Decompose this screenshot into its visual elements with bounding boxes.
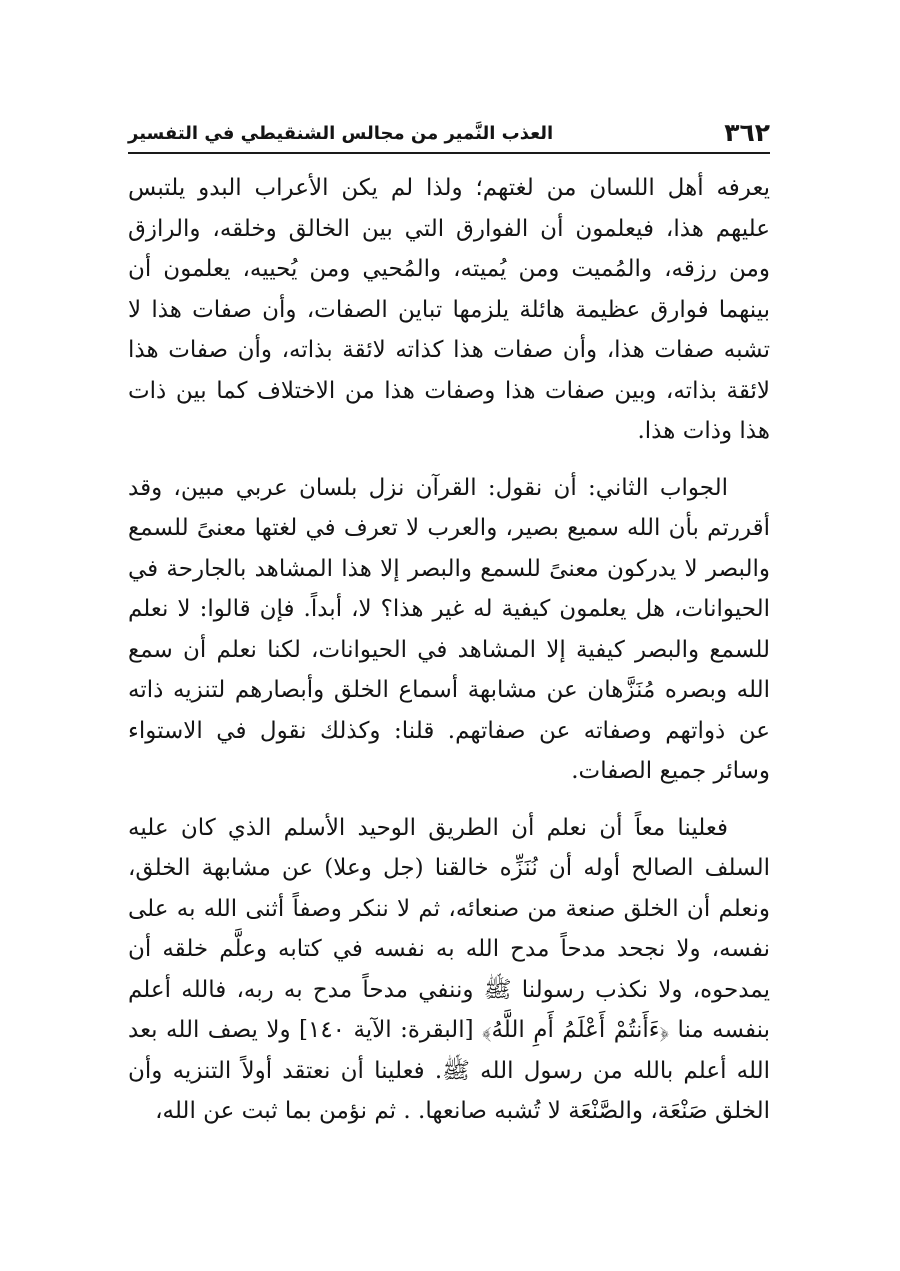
header-divider bbox=[128, 152, 770, 154]
paragraph-2: الجواب الثاني: أن نقول: القرآن نزل بلسان عربي مبين، وقد أقررتم بأن الله سميع بصير، والعرب لا تعرف في لغتها معنىً للسمع والبصر لا يدركون معنىً للسمع والبصر إلا هذا المشاهد بالجارحة في الحيوانات، هل يعلمون كيفية له غير هذا؟ لا، أبداً. فإن قالوا: لا نعلم للسمع والبصر كيفية إلا المشاهد في الحيوانات، لكنا نعلم أن سمع الله وبصره مُنَزَّهان عن مشابهة أسماع الخلق وأبصارهم لتنزيه ذاته عن ذواتهم وصفاته عن صفاتهم. قلنا: وكذلك نقول في الاستواء وسائر جميع الصفات. bbox=[128, 474, 770, 784]
page-header bbox=[128, 112, 770, 148]
page-number: ٣٦٢ bbox=[724, 118, 770, 147]
paragraph-1: يعرفه أهل اللسان من لغتهم؛ ولذا لم يكن الأعراب البدو يلتبس عليهم هذا، فيعلمون أن الفوارق التي بين الخالق وخلقه، والرازق ومن رزقه، والمُميت ومن يُميته، والمُحيي ومن يُحييه، يعلمون أن بينهما فوارق عظيمة هائلة يلزمها تباين الصفات، وأن صفات هذا لا تشبه صفات هذا، وأن صفات هذا كذاته لائقة بذاته، وأن صفات هذا لائقة بذاته، وبين صفات هذا وصفات هذا من الاختلاف كما بين ذات هذا وذات هذا. bbox=[128, 175, 770, 444]
running-title: العذب النَّمير من مجالس الشنقيطي في التفسير bbox=[128, 123, 554, 144]
paragraph-3: فعلينا معاً أن نعلم أن الطريق الوحيد الأسلم الذي كان عليه السلف الصالح أوله أن نُنَزِّه خالقنا (جل وعلا) عن مشابهة الخلق، ونعلم أن الخلق صنعة من صنعائه، ثم لا ننكر وصفاً أثنى الله به على نفسه، ولا نجحد مدحاً مدح الله به نفسه في كتابه وعلَّم خلقه أن يمدحوه، ولا نكذب رسولنا ﷺ وننفي مدحاً مدح به ربه، فالله أعلم بنفسه منا ﴿ءَأَنتُمْ أَعْلَمُ أَمِ اللَّهُ﴾ [البقرة: الآية ١٤٠] ولا يصف الله بعد الله أعلم بالله من رسول الله ﷺ. فعلينا أن نعتقد أولاً التنزيه وأن الخلق صَنْعَة، والصَّنْعَة لا تُشبه صانعها. . ثم نؤمن بما ثبت عن الله، bbox=[128, 814, 770, 1124]
book-page bbox=[128, 0, 770, 1271]
body-text bbox=[128, 168, 770, 1132]
